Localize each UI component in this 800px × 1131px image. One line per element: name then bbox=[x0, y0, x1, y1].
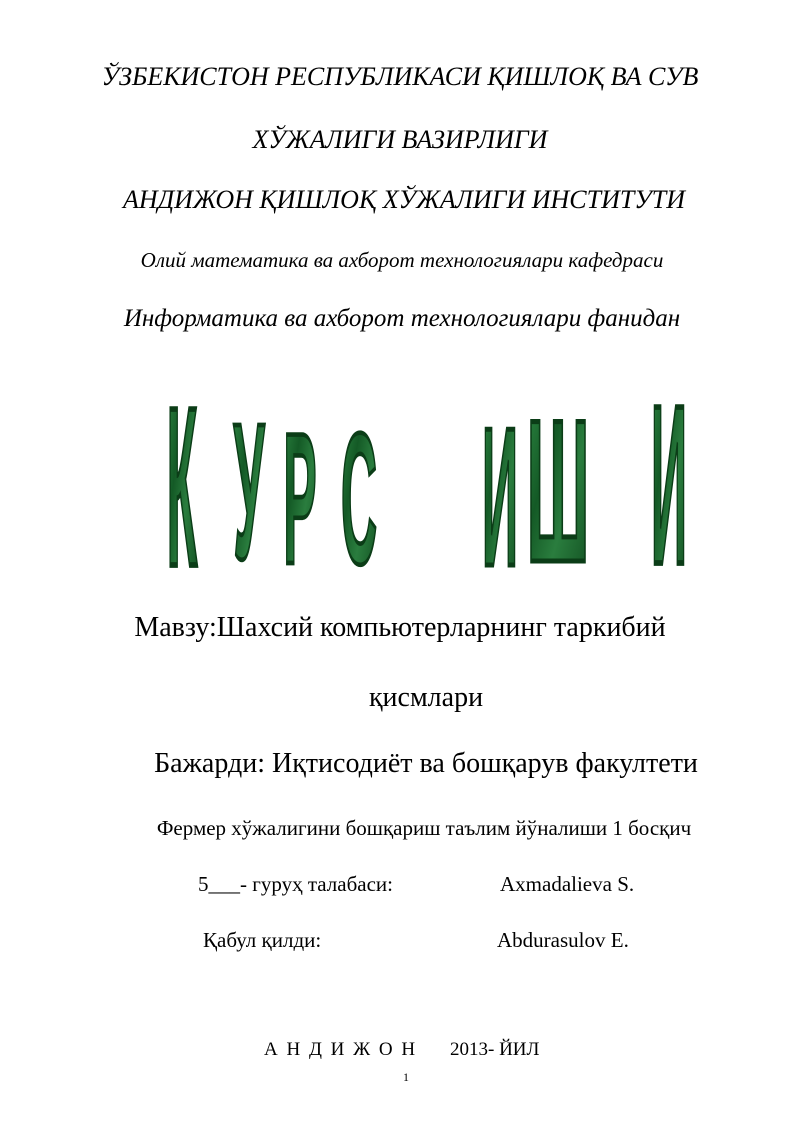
subject-name: Информатика ва ахборот технологиялари фанидан bbox=[123, 305, 681, 332]
performer-faculty: Бажарди: Иқтисодиёт ва бошқарув факултети bbox=[154, 748, 698, 779]
ministry-line-2: ХЎЖАЛИГИ ВАЗИРЛИГИ bbox=[252, 125, 548, 154]
education-direction: Фермер хўжалигини бошқариш таълим йўналиши 1 босқич bbox=[156, 816, 692, 840]
wordart-letter: И bbox=[482, 386, 518, 580]
footer-year: 2013- ЙИЛ bbox=[450, 1039, 540, 1060]
course-work-title-wordart bbox=[0, 375, 800, 580]
topic-line-1: Мавзу:Шахсий компьютерларнинг таркибий bbox=[134, 612, 666, 643]
wordart-letter: С bbox=[340, 393, 378, 580]
ministry-line-1: ЎЗБЕКИСТОН РЕСПУБЛИКАСИ ҚИШЛОҚ ВА СУВ bbox=[101, 62, 699, 91]
wordart-letter: Ш bbox=[526, 377, 590, 580]
department-name: Олий математика ва ахборот технологиялари кафедраси bbox=[140, 248, 664, 272]
topic-line-2: қисмлари bbox=[368, 682, 484, 713]
footer-city: А Н Д И Ж О Н bbox=[264, 1039, 418, 1060]
wordart-letter: У bbox=[233, 382, 265, 580]
teacher-name: Abdurasulov E. bbox=[497, 928, 629, 952]
page-number: 1 bbox=[403, 1070, 409, 1084]
institute-name: АНДИЖОН ҚИШЛОҚ ХЎЖАЛИГИ ИНСТИТУТИ bbox=[122, 185, 686, 214]
student-name: Axmadalieva S. bbox=[500, 872, 635, 896]
wordart-letter: И bbox=[651, 375, 687, 580]
wordart-letter: Р bbox=[283, 393, 317, 580]
wordart-letter: К bbox=[166, 375, 198, 580]
group-label: 5___- гуруҳ талабаси: bbox=[198, 872, 393, 896]
accepted-label: Қабул қилди: bbox=[203, 928, 322, 952]
